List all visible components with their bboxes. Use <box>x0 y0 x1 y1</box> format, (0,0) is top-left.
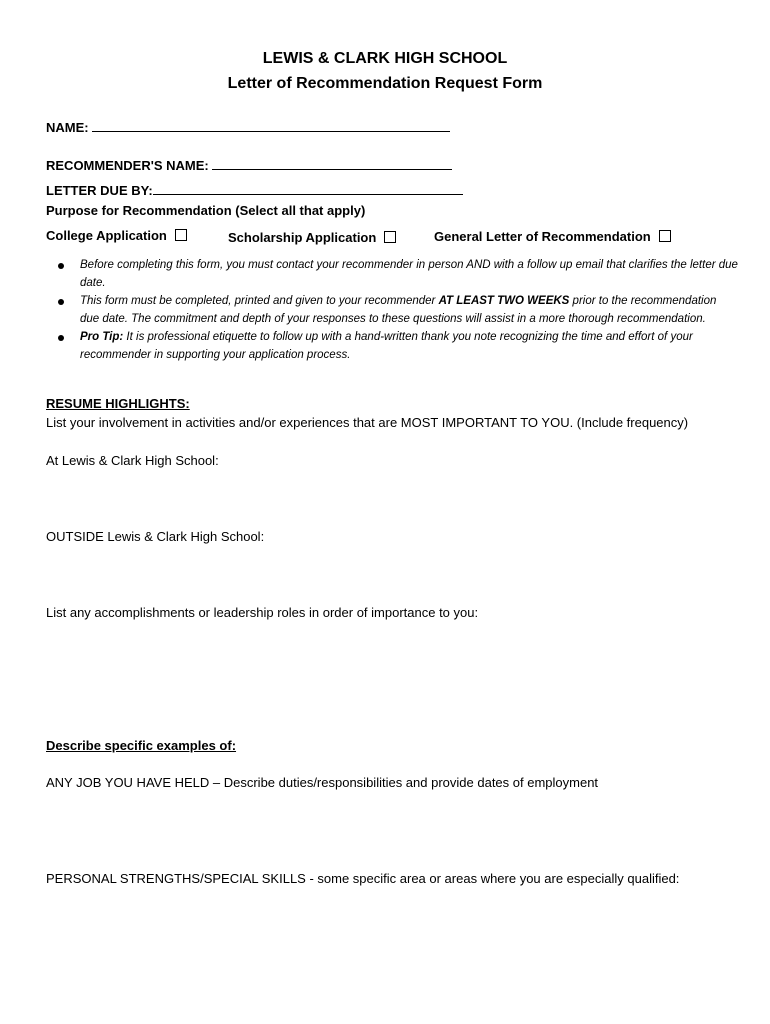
instruction-text: It is professional etiquette to follow up with a hand-written thank you note recognizing the time and effort of your recommender in supporting your application process. <box>80 331 693 361</box>
outside-school-prompt: OUTSIDE Lewis & Clark High School: <box>46 529 265 544</box>
recommender-field <box>46 156 452 173</box>
instruction-emphasis: AT LEAST TWO WEEKS <box>438 295 570 307</box>
strengths-prompt: PERSONAL STRENGTHS/SPECIAL SKILLS - some specific area or areas where you are especially qualified: <box>46 871 680 886</box>
accomplishments-prompt: List any accomplishments or leadership roles in order of importance to you: <box>46 605 479 620</box>
resume-heading: RESUME HIGHLIGHTS: <box>46 396 190 411</box>
college-checkbox[interactable] <box>175 229 187 241</box>
option-scholarship-label: Scholarship Application <box>228 230 377 245</box>
instruction-item <box>58 328 738 364</box>
general-checkbox[interactable] <box>659 230 671 242</box>
option-general-label: General Letter of Recommendation <box>434 229 651 244</box>
due-date-field <box>46 181 463 198</box>
option-college[interactable] <box>46 228 187 243</box>
name-label: NAME: <box>46 120 89 135</box>
due-date-input-line[interactable] <box>153 181 463 195</box>
instruction-item <box>58 292 738 328</box>
name-input-line[interactable] <box>92 118 450 132</box>
scholarship-checkbox[interactable] <box>384 231 396 243</box>
option-scholarship[interactable] <box>228 230 396 245</box>
examples-heading: Describe specific examples of: <box>46 738 237 753</box>
due-date-label: LETTER DUE BY: <box>46 183 153 198</box>
name-field <box>46 118 450 135</box>
option-college-label: College Application <box>46 228 167 243</box>
bullet-icon <box>58 263 64 269</box>
recommender-label: RECOMMENDER'S NAME: <box>46 158 209 173</box>
recommender-input-line[interactable] <box>212 156 452 170</box>
resume-intro: List your involvement in activities and/or experiences that are MOST IMPORTANT TO YOU. (Include frequency) <box>46 415 689 430</box>
instructions-list <box>58 256 738 364</box>
pro-tip-label: Pro Tip: <box>80 331 124 343</box>
bullet-icon <box>58 335 64 341</box>
instruction-text: This form must be completed, printed and given to your recommender <box>80 295 439 307</box>
instruction-text: prior to the recommendation due date. The commitment and depth of your responses to these questions will assist in a more thorough recommendation. <box>80 295 717 325</box>
at-school-prompt: At Lewis & Clark High School: <box>46 453 219 468</box>
form-title: Letter of Recommendation Request Form <box>227 75 543 92</box>
instruction-text: Before completing this form, you must contact your recommender in person AND with a follow up email that clarifies the letter due date. <box>80 259 738 289</box>
purpose-heading: Purpose for Recommendation (Select all that apply) <box>46 203 366 218</box>
option-general[interactable] <box>434 229 671 244</box>
instruction-item <box>58 256 738 292</box>
bullet-icon <box>58 299 64 305</box>
job-prompt: ANY JOB YOU HAVE HELD – Describe duties/responsibilities and provide dates of employment <box>46 775 599 790</box>
school-name: LEWIS & CLARK HIGH SCHOOL <box>262 50 508 67</box>
